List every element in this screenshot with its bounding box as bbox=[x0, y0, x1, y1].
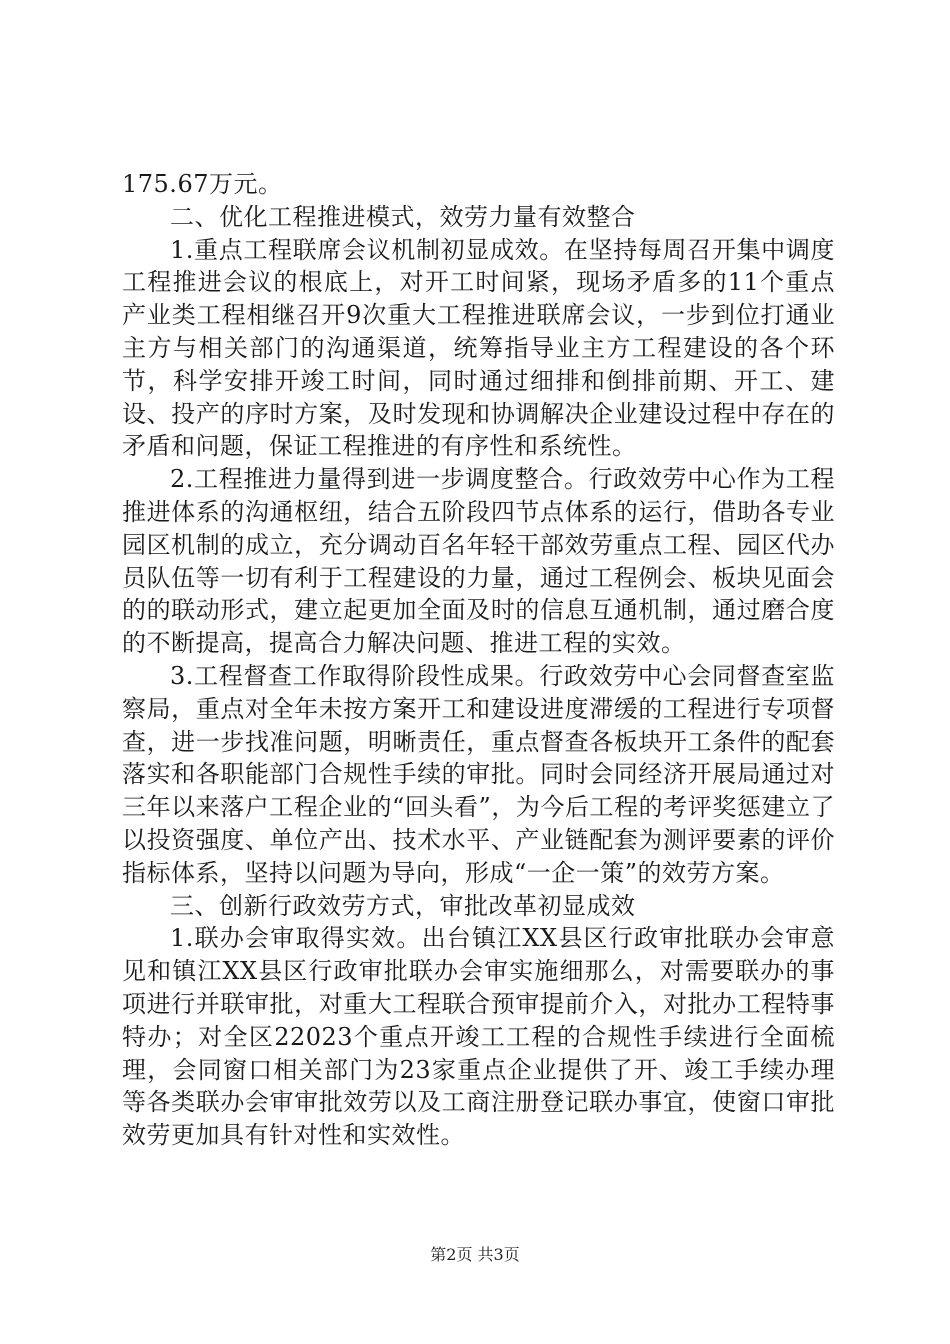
paragraph-force-integration: 2.工程推进力量得到进一步调度整合。行政效劳中心作为工程推进体系的沟通枢纽，结合五阶段四节点体系的运行，借助各专业园区机制的成立，充分调动百名年轻干部效劳重点工程、园区代办员队伍等一切有利于工程建设的力量，通过工程例会、板块见面会的的联动形式，建立起更加全面及时的信息互通机制，通过磨合度的不断提高，提高合力解决问题、推进工程的实效。 bbox=[122, 465, 835, 658]
section-heading-three: 三、创新行政效劳方式，审批改革初显成效 bbox=[170, 891, 636, 920]
document-body bbox=[122, 168, 835, 1152]
section-heading-two: 二、优化工程推进模式，效劳力量有效整合 bbox=[170, 202, 636, 231]
paragraph-joint-review: 1.联办会审取得实效。出台镇江XX县区行政审批联办会审意见和镇江XX县区行政审批联办会审实施细那么，对需要联办的事项进行并联审批，对重大工程联合预审提前介入，对批办工程特事特办；对全区22023个重点开竣工工程的合规性手续进行全面梳理，会同窗口相关部门为23家重点企业提供了开、竣工手续办理等各类联办会审审批效劳以及工商注册登记联办事宜，使窗口审批效劳更加具有针对性和实效性。 bbox=[122, 924, 835, 1150]
page-number: 第2页 共3页 bbox=[430, 1245, 520, 1264]
paragraph-joint-meeting: 1.重点工程联席会议机制初显成效。在坚持每周召开集中调度工程推进会议的根底上，对开工时间紧，现场矛盾多的11个重点产业类工程相继召开9次重大工程推进联席会议，一步到位打通业主方与相关部门的沟通渠道，统筹指导业主方工程建设的各个环节，科学安排开竣工时间，同时通过细排和倒排前期、开工、建设、投产的序时方案，及时发现和协调解决企业建设过程中存在的矛盾和问题，保证工程推进的有序性和系统性。 bbox=[122, 235, 835, 461]
paragraph-amount-continuation: 175.67万元。 bbox=[122, 170, 283, 198]
paragraph-supervision: 3.工程督查工作取得阶段性成果。行政效劳中心会同督查室监察局，重点对全年未按方案开工和建设进度滞缓的工程进行专项督查，进一步找准问题，明晰责任，重点督查各板块开工条件的配套落实和各职能部门合规性手续的审批。同时会同经济开展局通过对三年以来落户工程企业的“回头看”，为今后工程的考评奖惩建立了以投资强度、单位产出、技术水平、产业链配套为测评要素的评价指标体系，坚持以问题为导向，形成“一企一策”的效劳方案。 bbox=[122, 661, 835, 887]
page-footer bbox=[0, 1245, 950, 1265]
